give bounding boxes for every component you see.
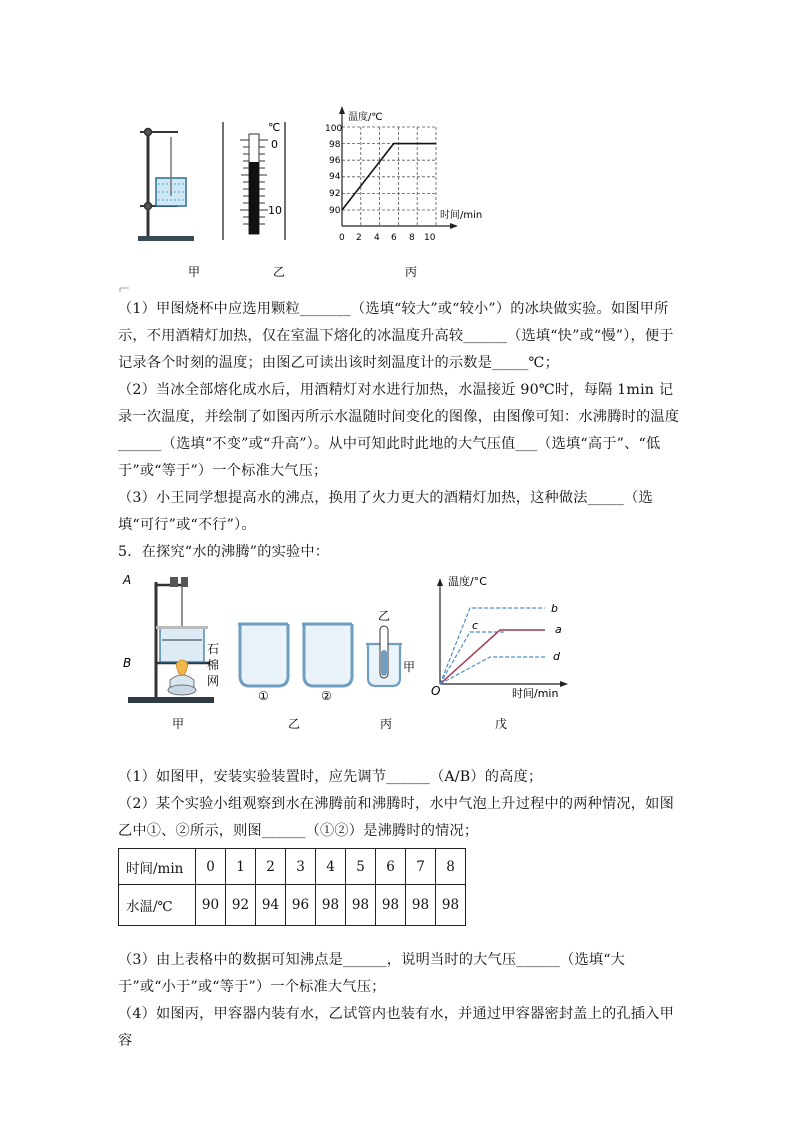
table-row (119, 885, 466, 926)
table-cell: 2 (256, 849, 286, 885)
wu-origin: O (431, 684, 441, 698)
q4-part1: （1）甲图烧杯中应选用颗粒_______（选填“较大”或“较小”）的冰块做实验。如图甲所示，不用酒精灯加热，仅在室温下熔化的冰温度升高较______（选填“快”或“慢”），便于记录各个时刻的温度；由图乙可读出该时刻温度计的示数是_____℃； (118, 301, 674, 371)
paragraph-mark (120, 288, 129, 292)
fig-yi-thermometer (223, 121, 285, 240)
curve-d-label: d (553, 650, 560, 663)
q4-part3: （3）小王同学想提高水的沸点，换用了火力更大的酒精灯加热，这种做法_____（选填“可行”或“不行”）。 (118, 490, 653, 533)
graph-x-tick-6: 6 (391, 233, 397, 243)
graph-x-tick-4: 4 (374, 233, 380, 243)
thermometer-tick-10: 10 (268, 204, 282, 217)
container-label: 甲 (403, 660, 416, 674)
label-A: A (123, 573, 132, 587)
table-cell: 3 (286, 849, 316, 885)
table-cell: 98 (376, 885, 406, 926)
fig-jia-stand (138, 129, 194, 242)
table-row (119, 849, 466, 885)
table-cell: 98 (406, 885, 436, 926)
table-cell: 98 (346, 885, 376, 926)
label-net-2: 棉 (207, 658, 220, 672)
fig-bing-graph (325, 106, 482, 243)
wu-y-label: 温度/°C (448, 575, 487, 588)
graph-x-tick-10: 10 (424, 233, 436, 243)
wu-y-arrow-icon (437, 578, 443, 586)
graph-x-tick-2: 2 (356, 233, 362, 243)
table-cell: 98 (436, 885, 466, 926)
q5-part2: （2）某个实验小组观察到水在沸腾前和沸腾时，水中气泡上升过程中的两种情况，如图乙中①、②所示，则图______（①②）是沸腾时的情况； (118, 796, 674, 839)
caption5-jia: 甲 (172, 717, 185, 731)
table-cell: 7 (406, 849, 436, 885)
table-cell: 6 (376, 849, 406, 885)
graph-x-tick-8: 8 (409, 233, 415, 243)
thermometer-tick-0: 0 (271, 138, 278, 151)
caption-bing: 丙 (405, 265, 418, 279)
table-cell: 0 (196, 849, 226, 885)
table-cell: 94 (256, 885, 286, 926)
table-cell: 96 (286, 885, 316, 926)
q5-part3: （3）由上表格中的数据可知沸点是______，说明当时的大气压______（选填“大于”或“小于”或“等于”）一个标准大气压； (118, 952, 626, 995)
fig5-yi-beakers (238, 624, 352, 703)
beaker-1-label: ① (258, 689, 269, 703)
table-header-time: 时间/min (119, 849, 196, 885)
fig5-jia-stand (122, 573, 219, 703)
table-cell: 8 (436, 849, 466, 885)
label-net-1: 石 (207, 642, 220, 656)
table-cell: 98 (316, 885, 346, 926)
graph-x-arrow-icon (450, 223, 458, 229)
graph-y-tick-100: 100 (325, 124, 343, 134)
wu-x-label: 时间/min (512, 687, 559, 700)
graph-y-tick-92: 92 (329, 189, 341, 199)
fig5-wu-graph (431, 574, 568, 700)
beaker-2-label: ② (321, 689, 332, 703)
thermometer-liquid (249, 162, 259, 234)
q5-part1: （1）如图甲，安装实验装置时，应先调节______（A/B）的高度； (118, 769, 543, 785)
curve-a-label: a (555, 623, 562, 636)
fig5-bing-container (366, 609, 415, 686)
graph-x-tick-0: 0 (339, 233, 345, 243)
q5-part4: （4）如图丙，甲容器内装有水，乙试管内也装有水，并通过甲容器密封盖上的孔插入甲容 (118, 1006, 674, 1049)
graph-y-tick-98: 98 (329, 140, 341, 150)
graph-y-tick-94: 94 (329, 172, 341, 182)
label-B: B (123, 656, 132, 670)
tube-label: 乙 (378, 609, 391, 623)
caption5-yi: 乙 (288, 717, 301, 731)
curve-c-label: c (472, 619, 479, 632)
curve-b-label: b (551, 602, 558, 615)
q5-title: 5．在探究“水的沸腾”的实验中： (118, 544, 330, 560)
table-cell: 92 (226, 885, 256, 926)
graph-y-tick-96: 96 (329, 156, 341, 166)
data-table (118, 848, 466, 926)
caption5-wu: 戊 (495, 717, 508, 731)
caption-jia: 甲 (188, 265, 201, 279)
table-cell: 90 (196, 885, 226, 926)
caption5-bing: 丙 (380, 717, 393, 731)
table-cell: 5 (346, 849, 376, 885)
table-cell: 1 (226, 849, 256, 885)
table-cell: 4 (316, 849, 346, 885)
table-header-temp: 水温/℃ (119, 885, 196, 926)
graph-y-label: 温度/℃ (348, 112, 383, 123)
thermometer-unit: ℃ (268, 121, 281, 134)
wu-x-arrow-icon (560, 681, 568, 687)
graph-y-arrow-icon (339, 106, 345, 114)
caption-yi: 乙 (273, 265, 286, 279)
label-net-3: 网 (207, 674, 220, 688)
curve-b (440, 608, 545, 684)
graph-y-tick-90: 90 (329, 206, 341, 216)
graph-x-label: 时间/min (440, 210, 483, 221)
q4-part2: （2）当冰全部熔化成水后，用酒精灯对水进行加热，水温接近 90℃时，每隔 1min 记录一次温度，并绘制了如图丙所示水温随时间变化的图像，由图像可知：水沸腾时的温度______（选填“不变”或“升高”）。从中可知此时此地的大气压值___（选填“高于”、“低于”或“等于”）一个标准大气压； (118, 382, 680, 479)
